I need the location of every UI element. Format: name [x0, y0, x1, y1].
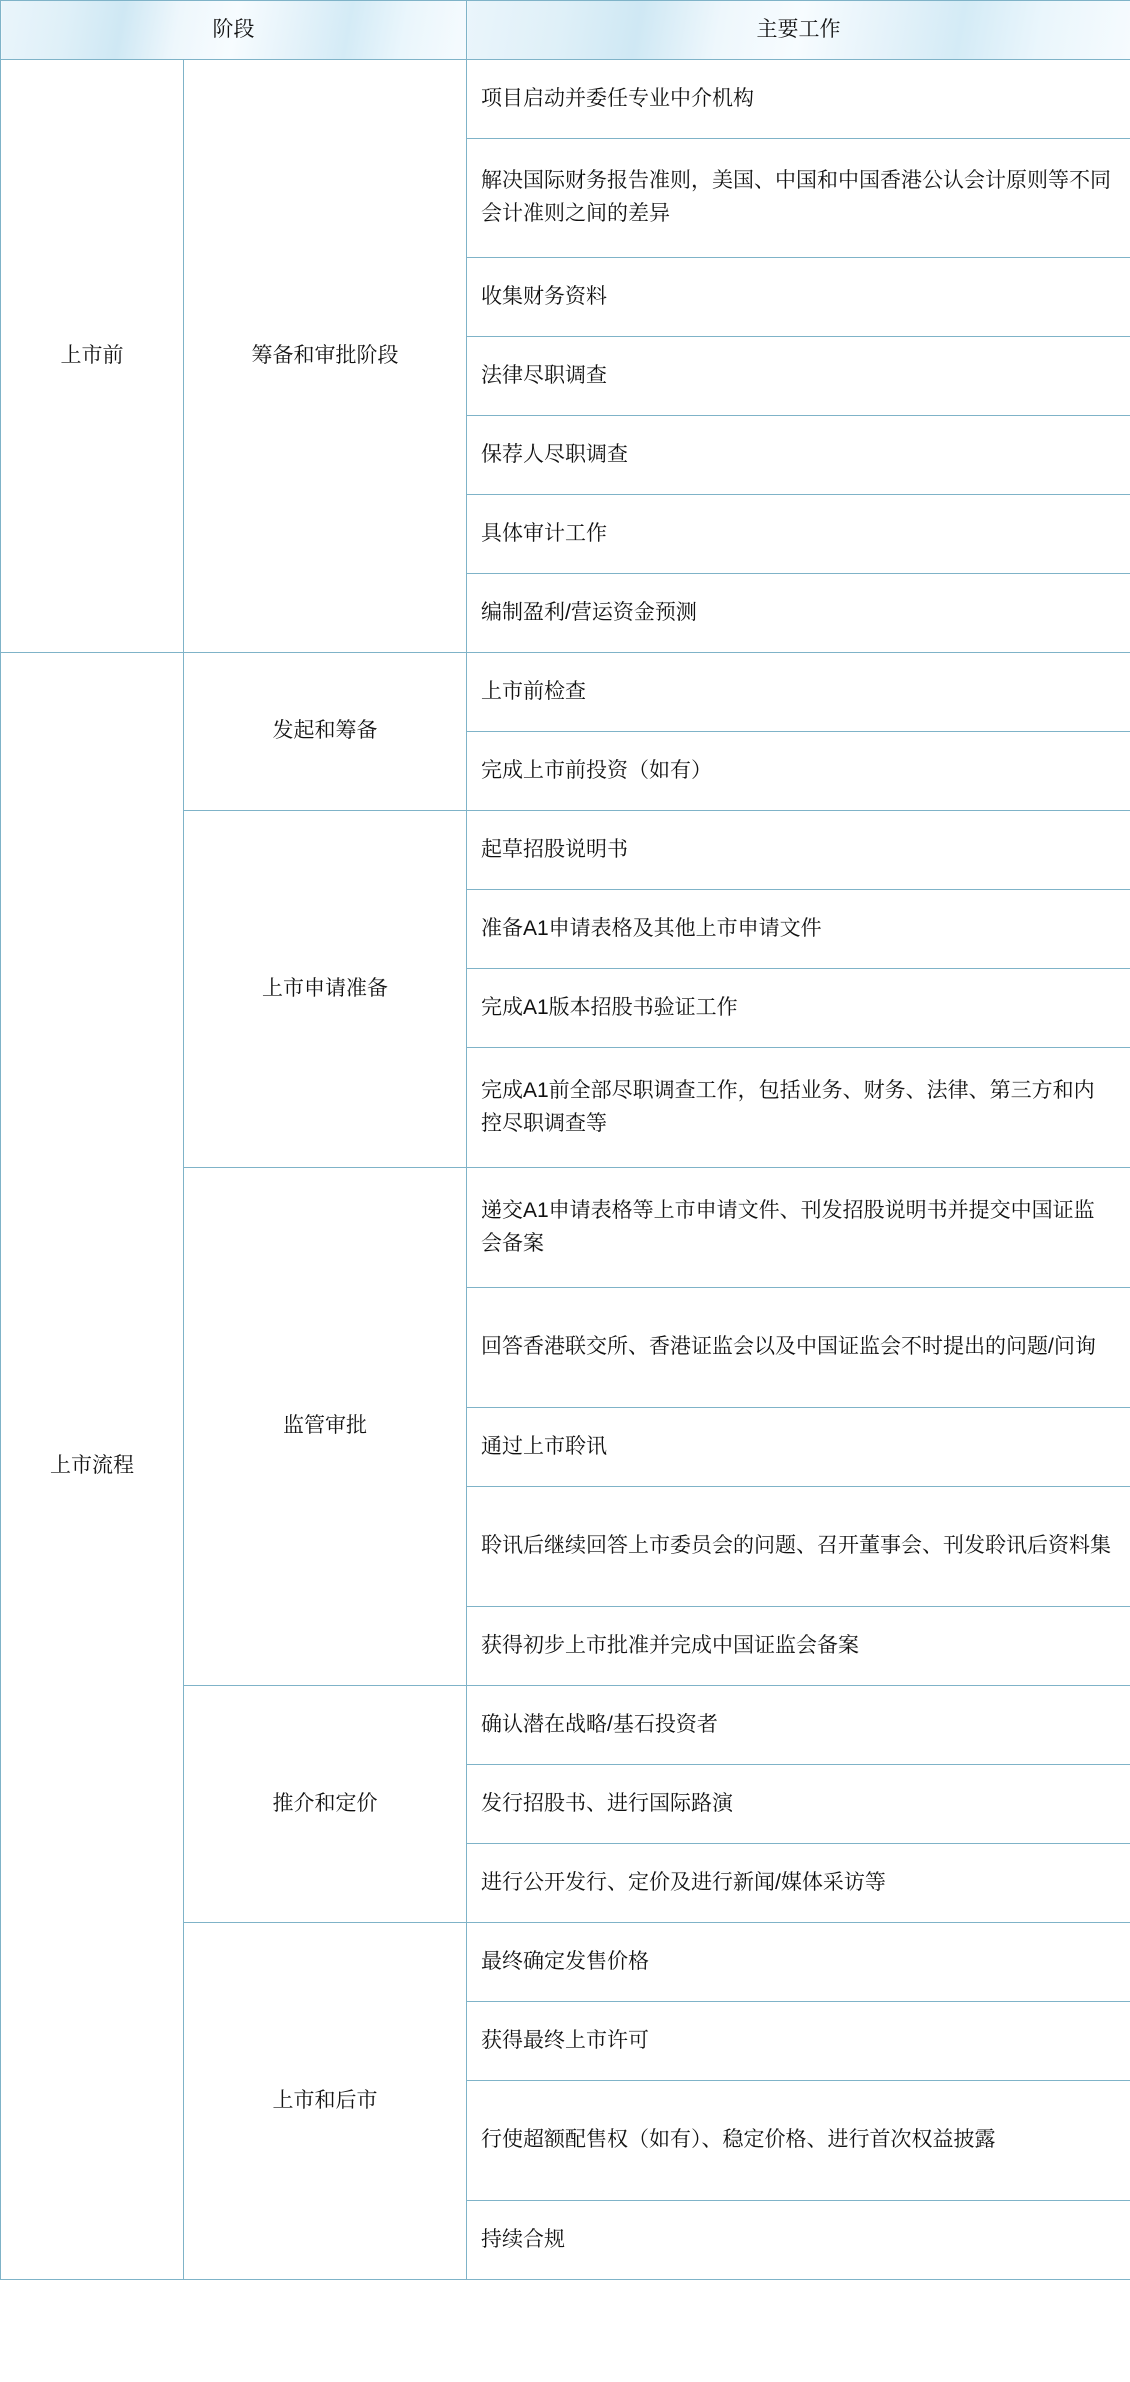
work-item: 项目启动并委任专业中介机构	[467, 60, 1130, 139]
work-item: 解决国际财务报告准则，美国、中国和中国香港公认会计原则等不同会计准则之间的差异	[467, 139, 1130, 258]
work-item: 准备A1申请表格及其他上市申请文件	[467, 890, 1130, 969]
header-row	[1, 1, 1130, 60]
work-item: 保荐人尽职调查	[467, 416, 1130, 495]
work-item: 发行招股书、进行国际路演	[467, 1765, 1130, 1844]
work-item: 确认潜在战略/基石投资者	[467, 1686, 1130, 1765]
work-item: 收集财务资料	[467, 258, 1130, 337]
group-label-listing-process: 上市流程	[1, 653, 184, 2280]
work-item: 通过上市聆讯	[467, 1408, 1130, 1487]
work-item: 获得初步上市批准并完成中国证监会备案	[467, 1607, 1130, 1686]
table-body	[1, 60, 1130, 2280]
table-row	[1, 60, 1130, 139]
stage-label-preparation-approval: 筹备和审批阶段	[184, 60, 467, 653]
work-item: 上市前检查	[467, 653, 1130, 732]
work-item: 起草招股说明书	[467, 811, 1130, 890]
work-item: 法律尽职调查	[467, 337, 1130, 416]
work-item: 完成A1前全部尽职调查工作，包括业务、财务、法律、第三方和内控尽职调查等	[467, 1048, 1130, 1168]
stage-label-initiation: 发起和筹备	[184, 653, 467, 811]
group-label-pre-listing: 上市前	[1, 60, 184, 653]
stage-label-regulatory-approval: 监管审批	[184, 1168, 467, 1686]
work-item: 编制盈利/营运资金预测	[467, 574, 1130, 653]
table-header	[1, 1, 1130, 60]
table-row	[1, 653, 1130, 732]
stage-label-listing-aftermarket: 上市和后市	[184, 1923, 467, 2280]
work-item: 递交A1申请表格等上市申请文件、刊发招股说明书并提交中国证监会备案	[467, 1168, 1130, 1288]
work-item: 获得最终上市许可	[467, 2002, 1130, 2081]
work-item: 具体审计工作	[467, 495, 1130, 574]
work-item: 行使超额配售权（如有）、稳定价格、进行首次权益披露	[467, 2081, 1130, 2201]
work-item: 回答香港联交所、香港证监会以及中国证监会不时提出的问题/问询	[467, 1288, 1130, 1408]
work-item: 持续合规	[467, 2201, 1130, 2280]
stage-label-application-prep: 上市申请准备	[184, 811, 467, 1168]
stage-label-marketing-pricing: 推介和定价	[184, 1686, 467, 1923]
work-item: 聆讯后继续回答上市委员会的问题、召开董事会、刊发聆讯后资料集	[467, 1487, 1130, 1607]
header-stage: 阶段	[1, 1, 467, 60]
work-item: 完成A1版本招股书验证工作	[467, 969, 1130, 1048]
work-item: 完成上市前投资（如有）	[467, 732, 1130, 811]
work-item: 最终确定发售价格	[467, 1923, 1130, 2002]
work-item: 进行公开发行、定价及进行新闻/媒体采访等	[467, 1844, 1130, 1923]
header-work: 主要工作	[467, 1, 1130, 60]
